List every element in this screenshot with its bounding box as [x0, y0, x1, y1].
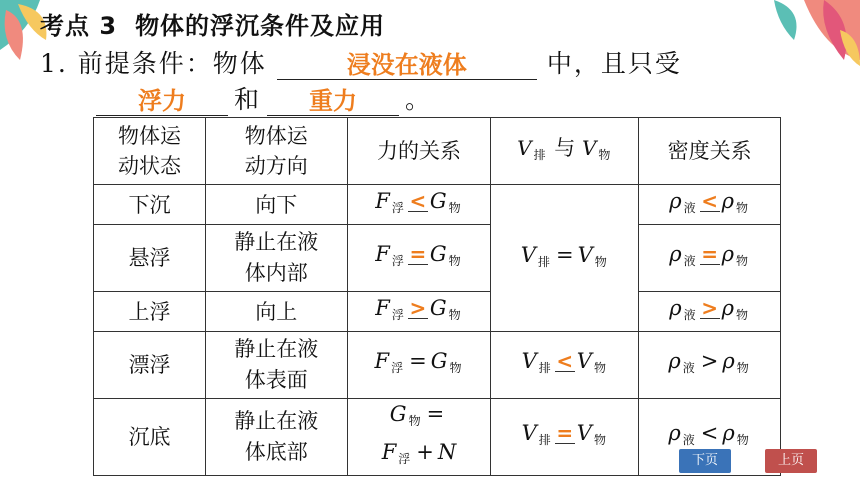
equals-sign: = — [555, 242, 574, 267]
sub-pai: 排 — [533, 147, 546, 162]
rho-symbol: ρ — [722, 421, 735, 445]
premise-conj: 和 — [234, 85, 262, 114]
g-symbol: G — [429, 189, 447, 213]
v-symbol: V — [576, 421, 592, 445]
v-symbol: V — [520, 242, 536, 267]
dir-line1: 静止在液 — [234, 230, 319, 254]
rho-symbol: ρ — [721, 296, 734, 320]
section-heading: 物体的浮沉条件及应用 — [135, 12, 386, 40]
header-density: 密度关系 — [639, 118, 781, 185]
equals-sign: = — [426, 402, 445, 426]
sub-fu: 浮 — [398, 452, 411, 466]
dir-line1: 静止在液 — [234, 337, 319, 361]
cell-force — [347, 399, 491, 476]
section-title — [40, 6, 385, 41]
g-symbol: G — [389, 402, 407, 426]
premise-line-2 — [96, 80, 432, 116]
sub-pai: 排 — [537, 254, 550, 269]
premise-middle: 中，且只受 — [546, 49, 682, 78]
rho-symbol: ρ — [668, 421, 681, 445]
table-row — [94, 332, 781, 399]
sub-wu: 物 — [594, 254, 607, 269]
dir-line1: 静止在液 — [234, 409, 319, 433]
sub-pai: 排 — [538, 433, 551, 447]
n-symbol: N — [437, 440, 457, 464]
answer-blank-2 — [96, 85, 228, 116]
cell-state: 漂浮 — [94, 332, 206, 399]
rho-symbol: ρ — [669, 242, 682, 266]
cell-density — [639, 332, 781, 399]
dir-line2: 体底部 — [244, 440, 308, 464]
v-symbol: V — [521, 349, 537, 373]
header-vol-mid: 与 — [554, 135, 576, 160]
sub-wu: 物 — [448, 201, 461, 215]
sub-wu: 物 — [735, 308, 748, 322]
cell-direction — [205, 225, 347, 292]
table-header-row — [94, 118, 781, 185]
cell-density — [639, 292, 781, 332]
rho-symbol: ρ — [722, 349, 735, 373]
premise-line-1 — [40, 44, 682, 80]
f-symbol: F — [381, 440, 397, 464]
cell-volume-merged — [491, 185, 639, 332]
less-sign: < — [700, 421, 719, 445]
premise-prefix: 1. 前提条件：物体 — [40, 49, 267, 78]
cell-density — [639, 185, 781, 225]
v-symbol: V — [577, 242, 593, 267]
sub-wu: 物 — [598, 147, 611, 162]
cell-direction: 向下 — [205, 185, 347, 225]
cell-direction — [205, 332, 347, 399]
equals-sign: = — [409, 349, 427, 373]
sub-wu: 物 — [593, 433, 606, 447]
answer-text-2: 浮力 — [138, 87, 186, 115]
section-label: 考点 3 — [40, 12, 118, 40]
cell-density — [639, 225, 781, 292]
force-answer: < — [409, 189, 427, 213]
v-symbol: V — [517, 135, 532, 160]
sub-wu: 物 — [736, 361, 749, 375]
table-row — [94, 292, 781, 332]
sub-fu: 浮 — [391, 361, 404, 375]
g-symbol: G — [430, 349, 448, 373]
cell-volume — [491, 399, 639, 476]
volume-answer: < — [556, 349, 574, 373]
header-dir-line1: 物体运 — [244, 124, 308, 148]
sub-wu: 物 — [735, 201, 748, 215]
plus-sign: + — [416, 440, 434, 464]
f-symbol: F — [375, 296, 390, 320]
header-dir-line2: 动方向 — [244, 154, 308, 178]
density-answer: = — [701, 242, 718, 266]
cell-force — [347, 225, 491, 292]
cell-state: 沉底 — [94, 399, 206, 476]
cell-force — [347, 292, 491, 332]
cell-direction: 向上 — [205, 292, 347, 332]
cell-state: 上浮 — [94, 292, 206, 332]
sub-wu: 物 — [448, 308, 461, 322]
rho-symbol: ρ — [721, 189, 734, 213]
table-row — [94, 185, 781, 225]
sub-wu: 物 — [408, 414, 421, 428]
header-force: 力的关系 — [347, 118, 491, 185]
sub-ye: 液 — [683, 254, 696, 268]
g-symbol: G — [429, 242, 447, 266]
leaf-decoration-right — [764, 0, 860, 70]
sub-wu: 物 — [449, 361, 462, 375]
sub-ye: 液 — [683, 308, 696, 322]
volume-answer: = — [556, 421, 574, 445]
sub-ye: 液 — [683, 201, 696, 215]
f-symbol: F — [375, 189, 390, 213]
cell-direction — [205, 399, 347, 476]
rho-symbol: ρ — [721, 242, 734, 266]
answer-text-1: 浸没在液体 — [346, 51, 467, 79]
density-answer: < — [701, 189, 718, 213]
dir-line2: 体内部 — [244, 261, 308, 285]
next-page-button[interactable]: 下页 — [679, 449, 731, 473]
sub-ye: 液 — [682, 361, 695, 375]
cell-force — [347, 185, 491, 225]
header-state-line2: 动状态 — [117, 154, 181, 178]
header-state — [94, 118, 206, 185]
rho-symbol: ρ — [669, 296, 682, 320]
sub-wu: 物 — [735, 254, 748, 268]
premise-end: 。 — [405, 85, 433, 114]
sub-wu: 物 — [593, 361, 606, 375]
sub-fu: 浮 — [391, 308, 404, 322]
float-sink-table — [93, 117, 781, 476]
answer-text-3: 重力 — [309, 87, 358, 115]
sub-pai: 排 — [538, 361, 551, 375]
answer-blank-1 — [277, 49, 537, 80]
rho-symbol: ρ — [668, 349, 681, 373]
sub-ye: 液 — [682, 433, 695, 447]
previous-page-button[interactable]: 上页 — [765, 449, 817, 473]
answer-blank-3 — [267, 85, 399, 116]
cell-state: 下沉 — [94, 185, 206, 225]
cell-volume — [491, 332, 639, 399]
greater-sign: > — [700, 349, 719, 373]
header-state-line1: 物体运 — [117, 124, 181, 148]
sub-wu: 物 — [736, 433, 749, 447]
header-volume — [491, 118, 639, 185]
sub-wu: 物 — [448, 254, 461, 268]
rho-symbol: ρ — [669, 189, 682, 213]
v-symbol: V — [521, 421, 537, 445]
sub-fu: 浮 — [391, 201, 404, 215]
sub-fu: 浮 — [391, 254, 404, 268]
force-answer: = — [409, 242, 427, 266]
v-symbol: V — [581, 135, 597, 160]
density-answer: > — [701, 296, 718, 320]
header-direction — [205, 118, 347, 185]
table-row — [94, 399, 781, 476]
f-symbol: F — [374, 349, 390, 373]
f-symbol: F — [375, 242, 390, 266]
g-symbol: G — [429, 296, 447, 320]
v-symbol: V — [576, 349, 592, 373]
cell-force — [347, 332, 491, 399]
force-answer: > — [409, 296, 427, 320]
table-row — [94, 225, 781, 292]
dir-line2: 体表面 — [244, 368, 308, 392]
cell-state: 悬浮 — [94, 225, 206, 292]
